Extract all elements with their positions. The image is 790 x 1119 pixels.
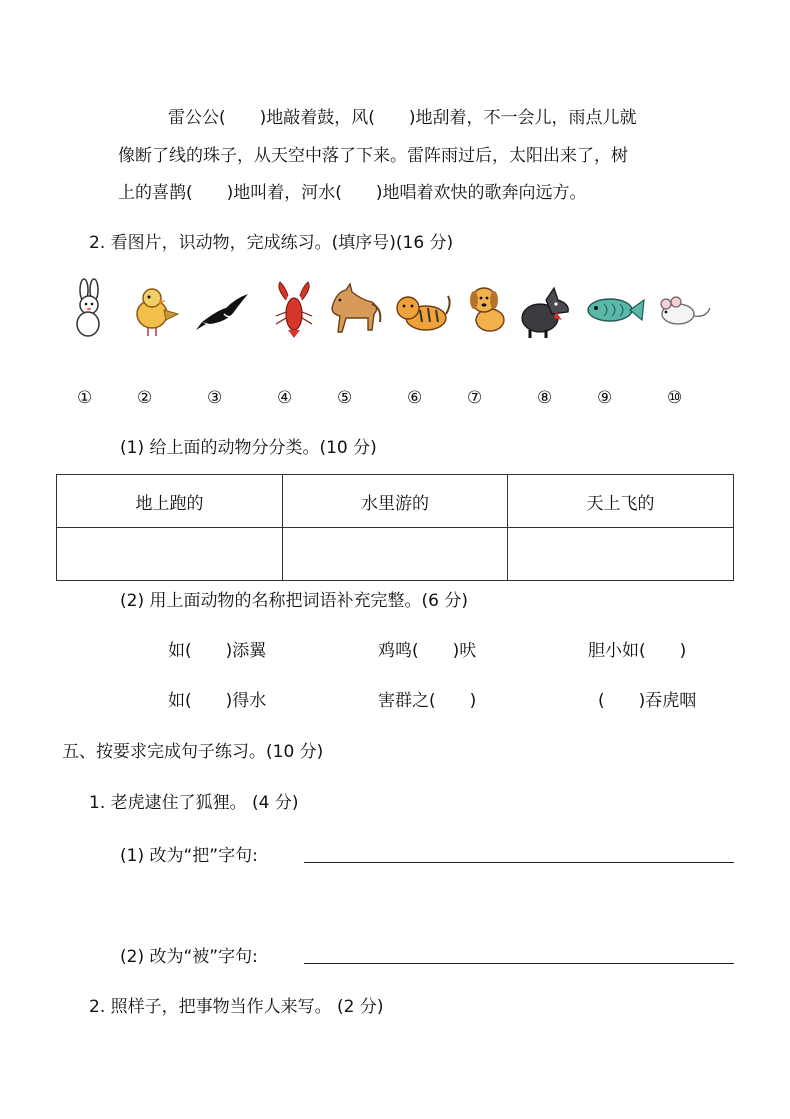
s5-q1-sub2-label: (2) 改为“被”字句: — [120, 947, 258, 967]
idiom-6: ( )吞虎咽 — [598, 691, 697, 711]
lobster-icon — [266, 278, 322, 340]
q2-sub2-title: (2) 用上面动物的名称把词语补充完整。(6 分) — [120, 591, 468, 611]
animal-number-8: ⑧ — [537, 388, 553, 408]
idiom-2: 鸡鸣( )吠 — [378, 641, 477, 661]
dog-icon — [460, 278, 516, 340]
s5-q2-title: 2. 照样子，把事物当作人来写。 (2 分) — [89, 997, 384, 1017]
table-header-water: 水里游的 — [282, 475, 507, 528]
fish-icon — [582, 278, 646, 340]
tiger-icon — [392, 278, 454, 340]
s5-q1-title: 1. 老虎逮住了狐狸。 (4 分) — [89, 793, 299, 813]
animal-number-10: ⑩ — [667, 388, 683, 408]
animal-number-3: ③ — [207, 388, 223, 408]
passage-line-1: 雷公公( )地敲着鼓，风( )地刮着，不一会儿，雨点儿就 — [168, 108, 637, 128]
animal-number-2: ② — [137, 388, 153, 408]
idiom-5: 害群之( ) — [378, 691, 477, 711]
passage-line-3: 上的喜鹊( )地叫着，河水( )地唱着欢快的歌奔向远方。 — [118, 183, 587, 203]
q2-title: 2. 看图片，识动物，完成练习。(填序号)(16 分) — [89, 233, 454, 253]
answer-cell-land[interactable] — [57, 528, 283, 581]
swallow-icon — [196, 278, 252, 340]
passage-line-2: 像断了线的珠子，从天空中落了下来。雷阵雨过后，太阳出来了，树 — [118, 146, 628, 166]
chick-icon — [126, 278, 182, 340]
idiom-4: 如( )得水 — [168, 691, 267, 711]
idiom-3: 胆小如( ) — [588, 641, 687, 661]
horse-icon — [322, 278, 384, 340]
s5-q1-sub1-label: (1) 改为“把”字句: — [120, 846, 258, 866]
q2-sub1-title: (1) 给上面的动物分分类。(10 分) — [120, 438, 377, 458]
answer-line-ba[interactable] — [304, 862, 734, 863]
animal-number-9: ⑨ — [597, 388, 613, 408]
table-header-sky: 天上飞的 — [507, 475, 733, 528]
answer-line-bei[interactable] — [304, 963, 734, 964]
answer-cell-water[interactable] — [282, 528, 507, 581]
wolf-icon — [512, 278, 574, 340]
idiom-1: 如( )添翼 — [168, 641, 267, 661]
animal-number-4: ④ — [277, 388, 293, 408]
animal-number-1: ① — [77, 388, 93, 408]
table-header-land: 地上跑的 — [57, 475, 283, 528]
animal-number-6: ⑥ — [407, 388, 423, 408]
classification-table — [56, 474, 734, 581]
section5-title: 五、按要求完成句子练习。(10 分) — [62, 742, 324, 762]
animal-number-7: ⑦ — [467, 388, 483, 408]
answer-cell-sky[interactable] — [507, 528, 733, 581]
rabbit-icon — [62, 278, 118, 340]
mouse-icon — [652, 278, 712, 340]
animal-number-5: ⑤ — [337, 388, 353, 408]
